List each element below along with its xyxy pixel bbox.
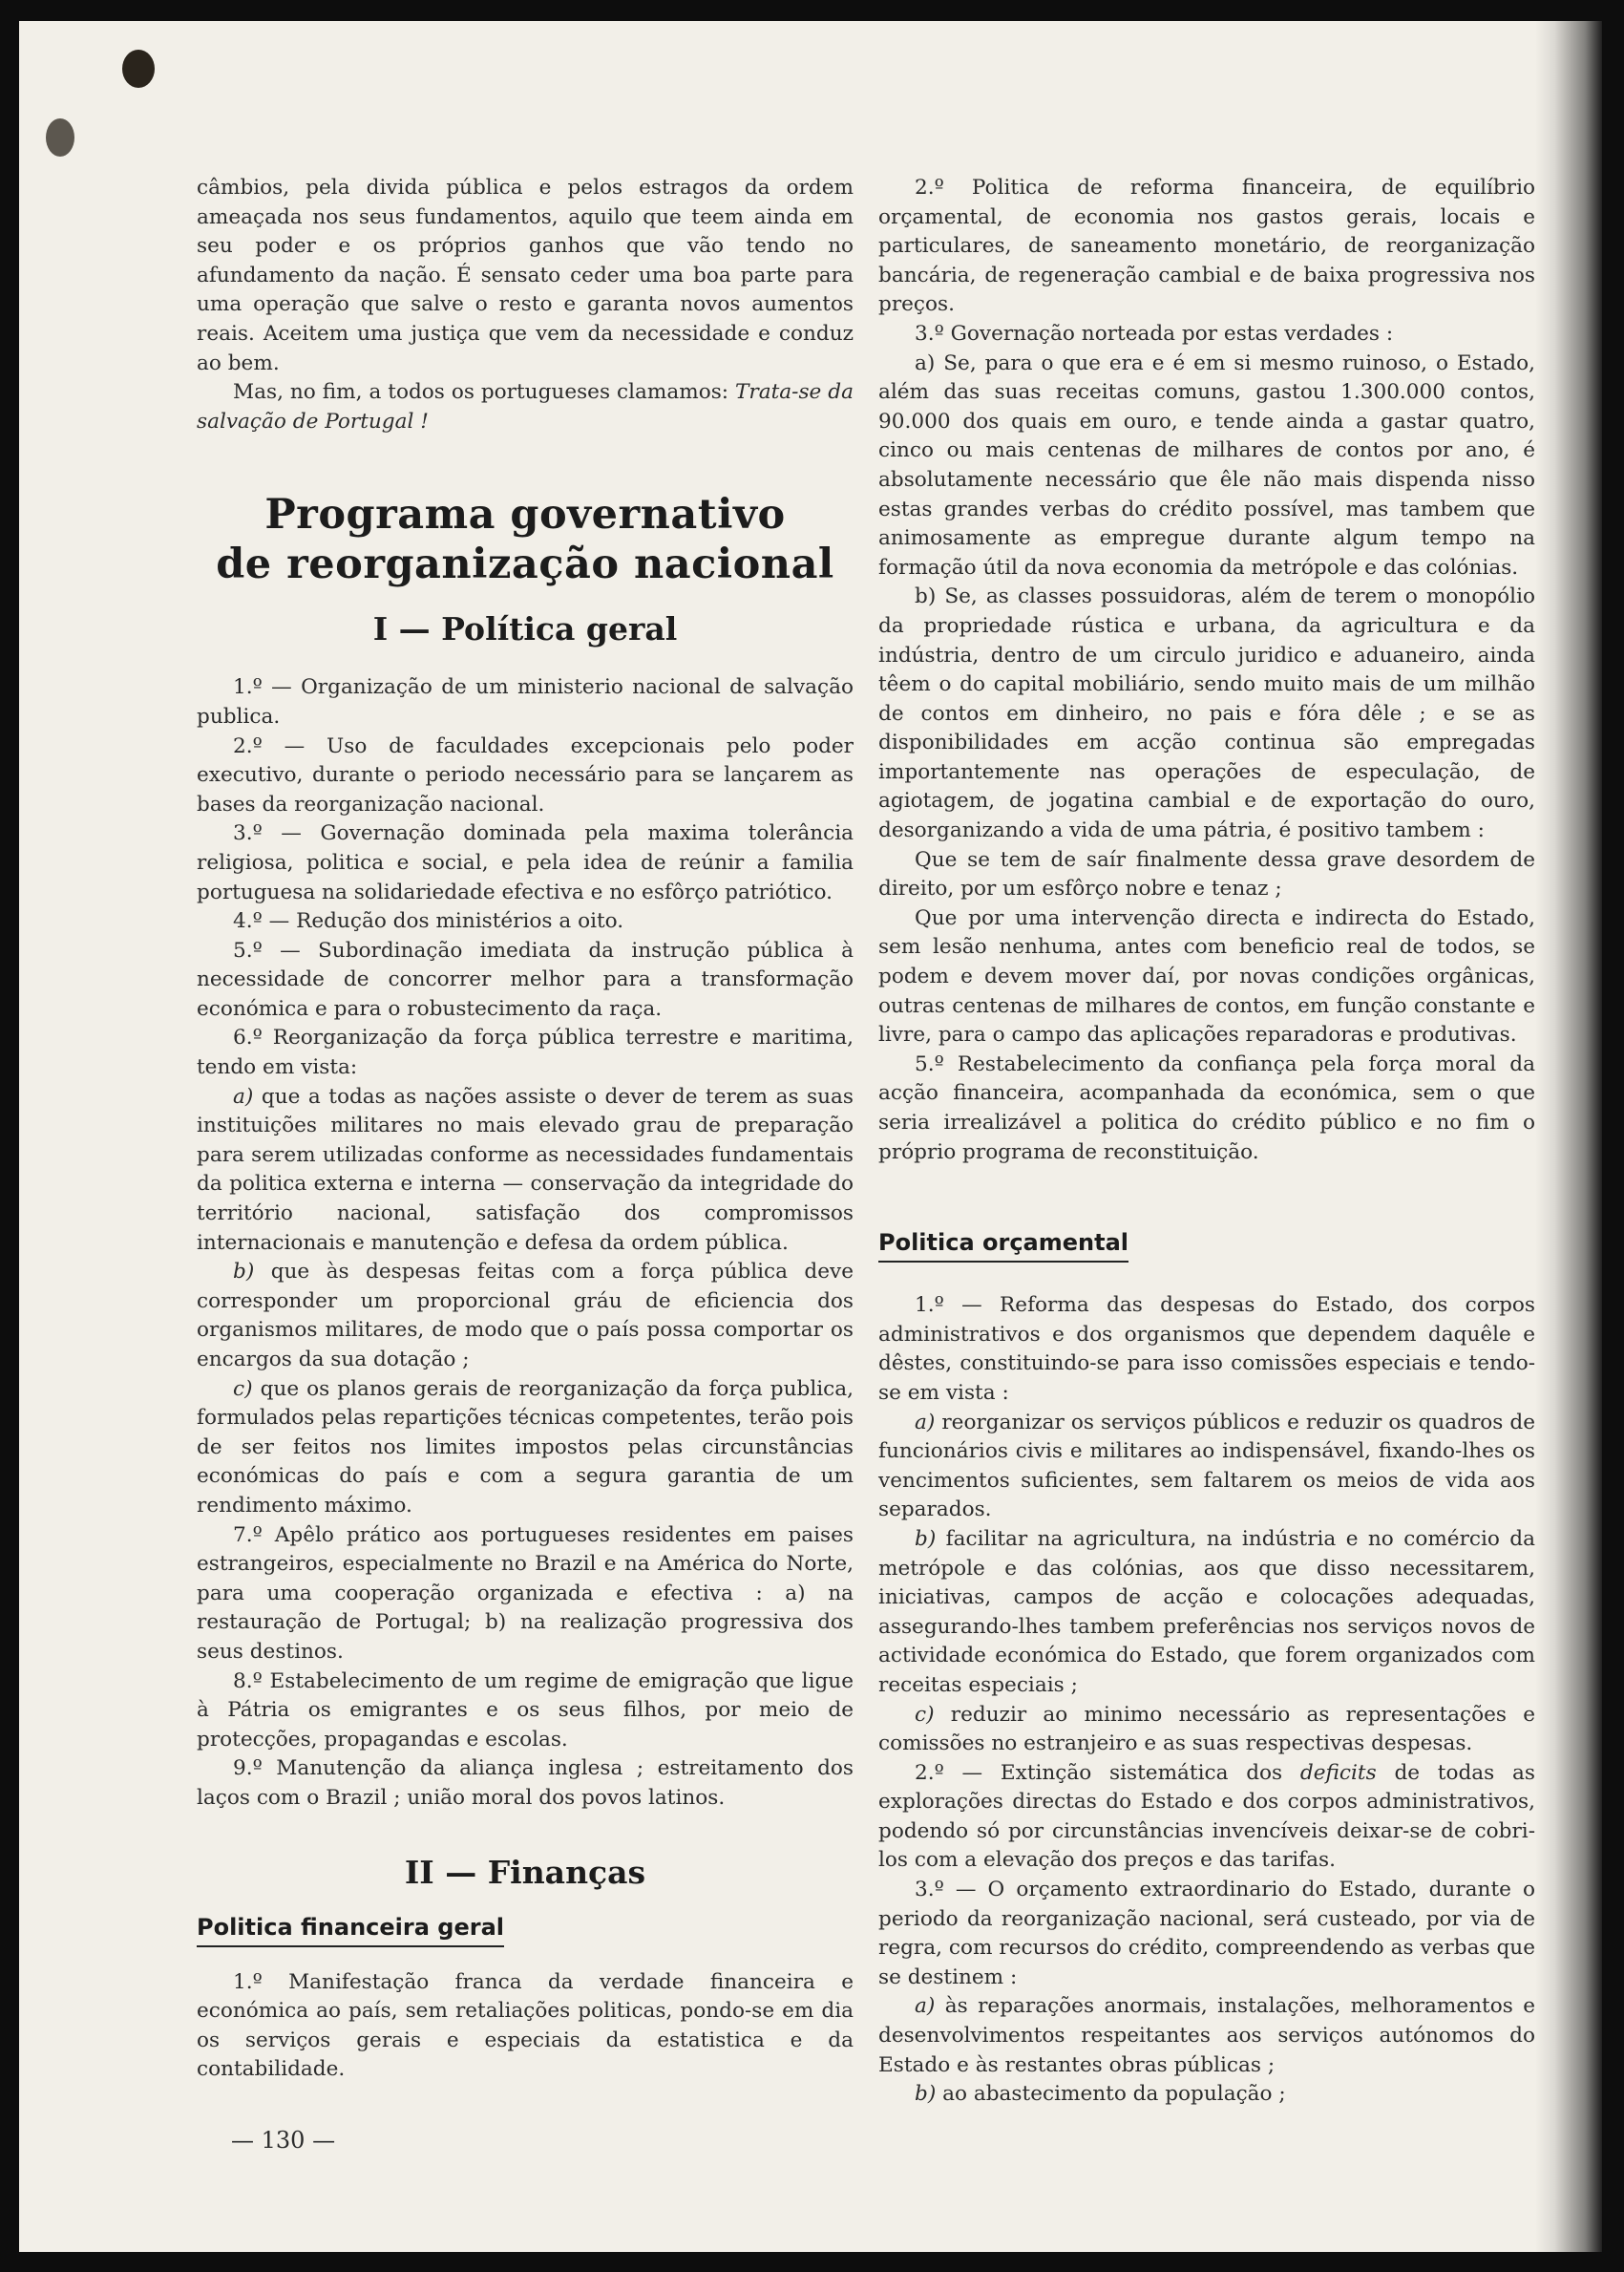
list-item: 3.º Governação norteada por estas verdades : bbox=[915, 321, 1394, 346]
page-number: — 130 — bbox=[231, 2127, 336, 2154]
list-item: 2.º — Uso de faculdades excepcionais pelo poder executivo, durante o periodo necessário para se lançarem as bases da reorganização nacional. bbox=[197, 733, 854, 817]
sub-item-text: facilitar na agricultura, na indústria e no comércio da metrópole e das colónias, aos que disso necessitarem, iniciativas, campos de acção e colocações adequadas, assegurando-lhes tambem preferências nos serviços novos de actividade económica do Estado, que forem organizados com receitas especiais ; bbox=[878, 1526, 1536, 1697]
appeal-emphasis: Trata-se da salvação de Portugal ! bbox=[197, 380, 854, 434]
list-item: 3.º — Governação dominada pela maxima tolerância religiosa, politica e social, e pela idea de reúnir a familia portuguesa na solidariedade efectiva e no esfôrço patriótico. bbox=[197, 821, 854, 904]
list-item-text: de todas as explorações directas do Estado e dos corpos administrativos, podendo só por circunstâncias invencíveis deixar-se de cobri-los com a elevação dos preços e das tarifas. bbox=[878, 1760, 1535, 1873]
sub-item bbox=[878, 350, 1535, 584]
list-item-emphasis: deficits bbox=[1299, 1760, 1377, 1785]
list-item: 6.º Reorganização da força pública terrestre e maritima, tendo em vista: bbox=[197, 1026, 854, 1080]
sub-item bbox=[878, 2080, 1535, 2110]
sub-item bbox=[878, 1409, 1535, 1525]
sub-item bbox=[878, 1701, 1535, 1759]
sub-item bbox=[197, 1375, 854, 1521]
sub-item bbox=[878, 583, 1535, 845]
sub-item-letter: a) bbox=[233, 1084, 254, 1109]
paragraph: Que se tem de saír finalmente dessa grave desordem de direito, por um esfôrço nobre e tenaz ; bbox=[878, 847, 1535, 902]
sub-item bbox=[878, 1525, 1535, 1701]
sub-item-letter: c) bbox=[233, 1376, 253, 1401]
sub-item-text: que os planos gerais de reorganização da força publica, formulados pelas repartições técnicas competentes, terão pois de ser feitos nos limites impostos pelas circunstâncias económicas do país e com a segura garantia de um rendimento máximo. bbox=[197, 1376, 854, 1518]
sub-item-text: reorganizar os serviços públicos e reduzir os quadros de funcionários civis e militares ao indispensável, fixando-lhes os vencimentos suficientes, sem faltarem os meios de vida aos separados. bbox=[878, 1410, 1535, 1522]
list-item: 4.º — Redução dos ministérios a oito. bbox=[233, 909, 624, 934]
left-column bbox=[197, 174, 854, 2085]
sub-item bbox=[197, 1258, 854, 1374]
sub-item-letter: b) bbox=[915, 1526, 937, 1551]
sub-item bbox=[878, 1992, 1535, 2080]
sub-item-text: Se, para o que era e é em si mesmo ruinoso, o Estado, além das suas receitas comuns, gastou 1.300.000 contos, 90.000 dos quais em ouro, e tende ainda a gastar quatro, cinco ou mais centenas de milhares de contos por ano, é absolutamente necessário que êle não mais dispenda nisso estas grandes verbas do crédito possível, mas tambem que animosamente as empregue durante algum tempo na formação útil da nova economia da metrópole e das colónias. bbox=[878, 350, 1535, 580]
sub-item-letter: b) bbox=[915, 2082, 937, 2107]
sub-item-letter: b) bbox=[233, 1260, 255, 1285]
sub-item-text: às reparações anormais, instalações, melhoramentos e desenvolvimentos respeitantes aos serviços autónomos do Estado e às restantes obras públicas ; bbox=[878, 1994, 1536, 2077]
sub-item bbox=[197, 1083, 854, 1259]
scan-edge-shadow bbox=[1535, 21, 1602, 2252]
main-title-line-2: de reorganização nacional bbox=[216, 541, 834, 589]
rubric-politica-orcamental: Politica orçamental bbox=[878, 1228, 1128, 1263]
main-title-line-1: Programa governativo bbox=[264, 491, 786, 540]
sub-item-letter: a) bbox=[915, 1994, 936, 2019]
ink-stain bbox=[122, 50, 155, 88]
sub-item-letter: b) bbox=[915, 584, 937, 609]
list-item: 2.º Politica de reforma financeira, de equilíbrio orçamental, de economia nos gastos gerais, locais e particulares, de saneamento monetário, de reorganização bancária, de regeneração cambial e de baixa progressiva nos preços. bbox=[878, 176, 1535, 317]
list-item bbox=[878, 1759, 1535, 1876]
list-item: 9.º Manutenção da aliança inglesa ; estreitamento dos laços com o Brazil ; união moral dos povos latinos. bbox=[197, 1756, 854, 1810]
rubric-politica-financeira-geral: Politica financeira geral bbox=[197, 1913, 504, 1947]
appeal-paragraph bbox=[197, 378, 854, 436]
list-item: 5.º Restabelecimento da confiança pela força moral da acção financeira, acompanhada da económica, sem o que seria irrealizável a politica do crédito público e no fim o próprio programa de reconstituição. bbox=[878, 1051, 1535, 1164]
appeal-text: Mas, no fim, a todos os portugueses clamamos: bbox=[233, 380, 729, 405]
list-item: 1.º — Organização de um ministerio nacional de salvação publica. bbox=[197, 675, 854, 729]
sub-item-text: que às despesas feitas com a força pública deve corresponder um proporcional gráu de eficiencia dos organismos militares, de modo que o país possa comportar os encargos da sua dotação ; bbox=[197, 1260, 854, 1371]
sub-item-letter: c) bbox=[915, 1702, 935, 1727]
sub-item-letter: a) bbox=[915, 350, 936, 375]
list-item: 3.º — O orçamento extraordinario do Estado, durante o periodo da reorganização nacional, será custeado, por via de regra, com recursos do crédito, compreendendo as verbas que se destinem : bbox=[878, 1878, 1535, 1989]
sub-item-text: ao abastecimento da população ; bbox=[942, 2082, 1286, 2107]
list-item: 5.º — Subordinação imediata da instrução pública à necessidade de concorrer melhor para a transformação económica e para o robustecimento da raça. bbox=[197, 938, 854, 1021]
intro-paragraph: câmbios, pela divida pública e pelos estragos da ordem ameaçada nos seus fundamentos, aquilo que teem ainda em seu poder e os próprios ganhos que vão tendo no afundamento da nação. É sensato ceder uma boa parte para uma operação que salve o resto e garanta novos aumentos reais. Aceitem uma justiça que vem da necessidade e conduz ao bem. bbox=[197, 176, 854, 375]
sub-item-text: que a todas as nações assiste o dever de terem as suas instituições militares no mais elevado grau de preparação para serem utilizadas conforme as necessidades fundamentais da politica externa e interna — conservação da integridade do território nacional, satisfação dos compromissos internacionais e manutenção e defesa da ordem pública. bbox=[197, 1084, 854, 1255]
ink-stain bbox=[46, 118, 74, 157]
main-title bbox=[197, 490, 854, 589]
list-item: 8.º Estabelecimento de um regime de emigração que ligue à Pátria os emigrantes e os seus filhos, por meio de protecções, propagandas e escolas. bbox=[197, 1668, 854, 1752]
list-item: 1.º Manifestação franca da verdade financeira e económica ao país, sem retaliações politicas, pondo-se em dia os serviços gerais e especiais da estatistica e da contabilidade. bbox=[197, 1969, 854, 2082]
list-item: 1.º — Reforma das despesas do Estado, dos corpos administrativos e dos organismos que dependem daquêle e dêstes, constituindo-se para isso comissões especiais e tendo-se em vista : bbox=[878, 1293, 1535, 1405]
list-item-text: 2.º — Extinção sistemática dos bbox=[915, 1760, 1283, 1785]
sub-item-text: reduzir ao minimo necessário as representações e comissões no estranjeiro e as suas respectivas despesas. bbox=[878, 1702, 1535, 1756]
right-column bbox=[878, 174, 1535, 2110]
section-title-financas: II — Finanças bbox=[404, 1853, 646, 1891]
section-title-politica-geral: I — Política geral bbox=[372, 610, 678, 648]
list-item: 7.º Apêlo prático aos portugueses residentes em paises estrangeiros, especialmente no Brazil e na América do Norte, para uma cooperação organizada e efectiva : a) na restauração de Portugal; b) na realização progressiva dos seus destinos. bbox=[197, 1522, 854, 1664]
sub-item-letter: a) bbox=[915, 1410, 936, 1434]
document-page bbox=[19, 21, 1602, 2252]
paragraph: Que por uma intervenção directa e indirecta do Estado, sem lesão nenhuma, antes com beneficio real de todos, se podem e devem mover daí, por novas condições orgânicas, outras centenas de milhares de contos, em função constante e livre, para o campo das aplicações reparadoras e produtivas. bbox=[878, 905, 1535, 1048]
sub-item-text: Se, as classes possuidoras, além de terem o monopólio da propriedade rústica e urbana, da agricultura e da indústria, dentro de um circulo juridico e aduaneiro, ainda têem o do capital mobiliário, sendo muito mais de um milhão de contos em dinheiro, no pais e fóra dêle ; e se as disponibilidades em acção continua são empregadas importantemente nas operações de especulação, de agiotagem, de jogatina cambial e de exportação do ouro, desorganizando a vida de uma pátria, é positivo tambem : bbox=[878, 584, 1535, 843]
